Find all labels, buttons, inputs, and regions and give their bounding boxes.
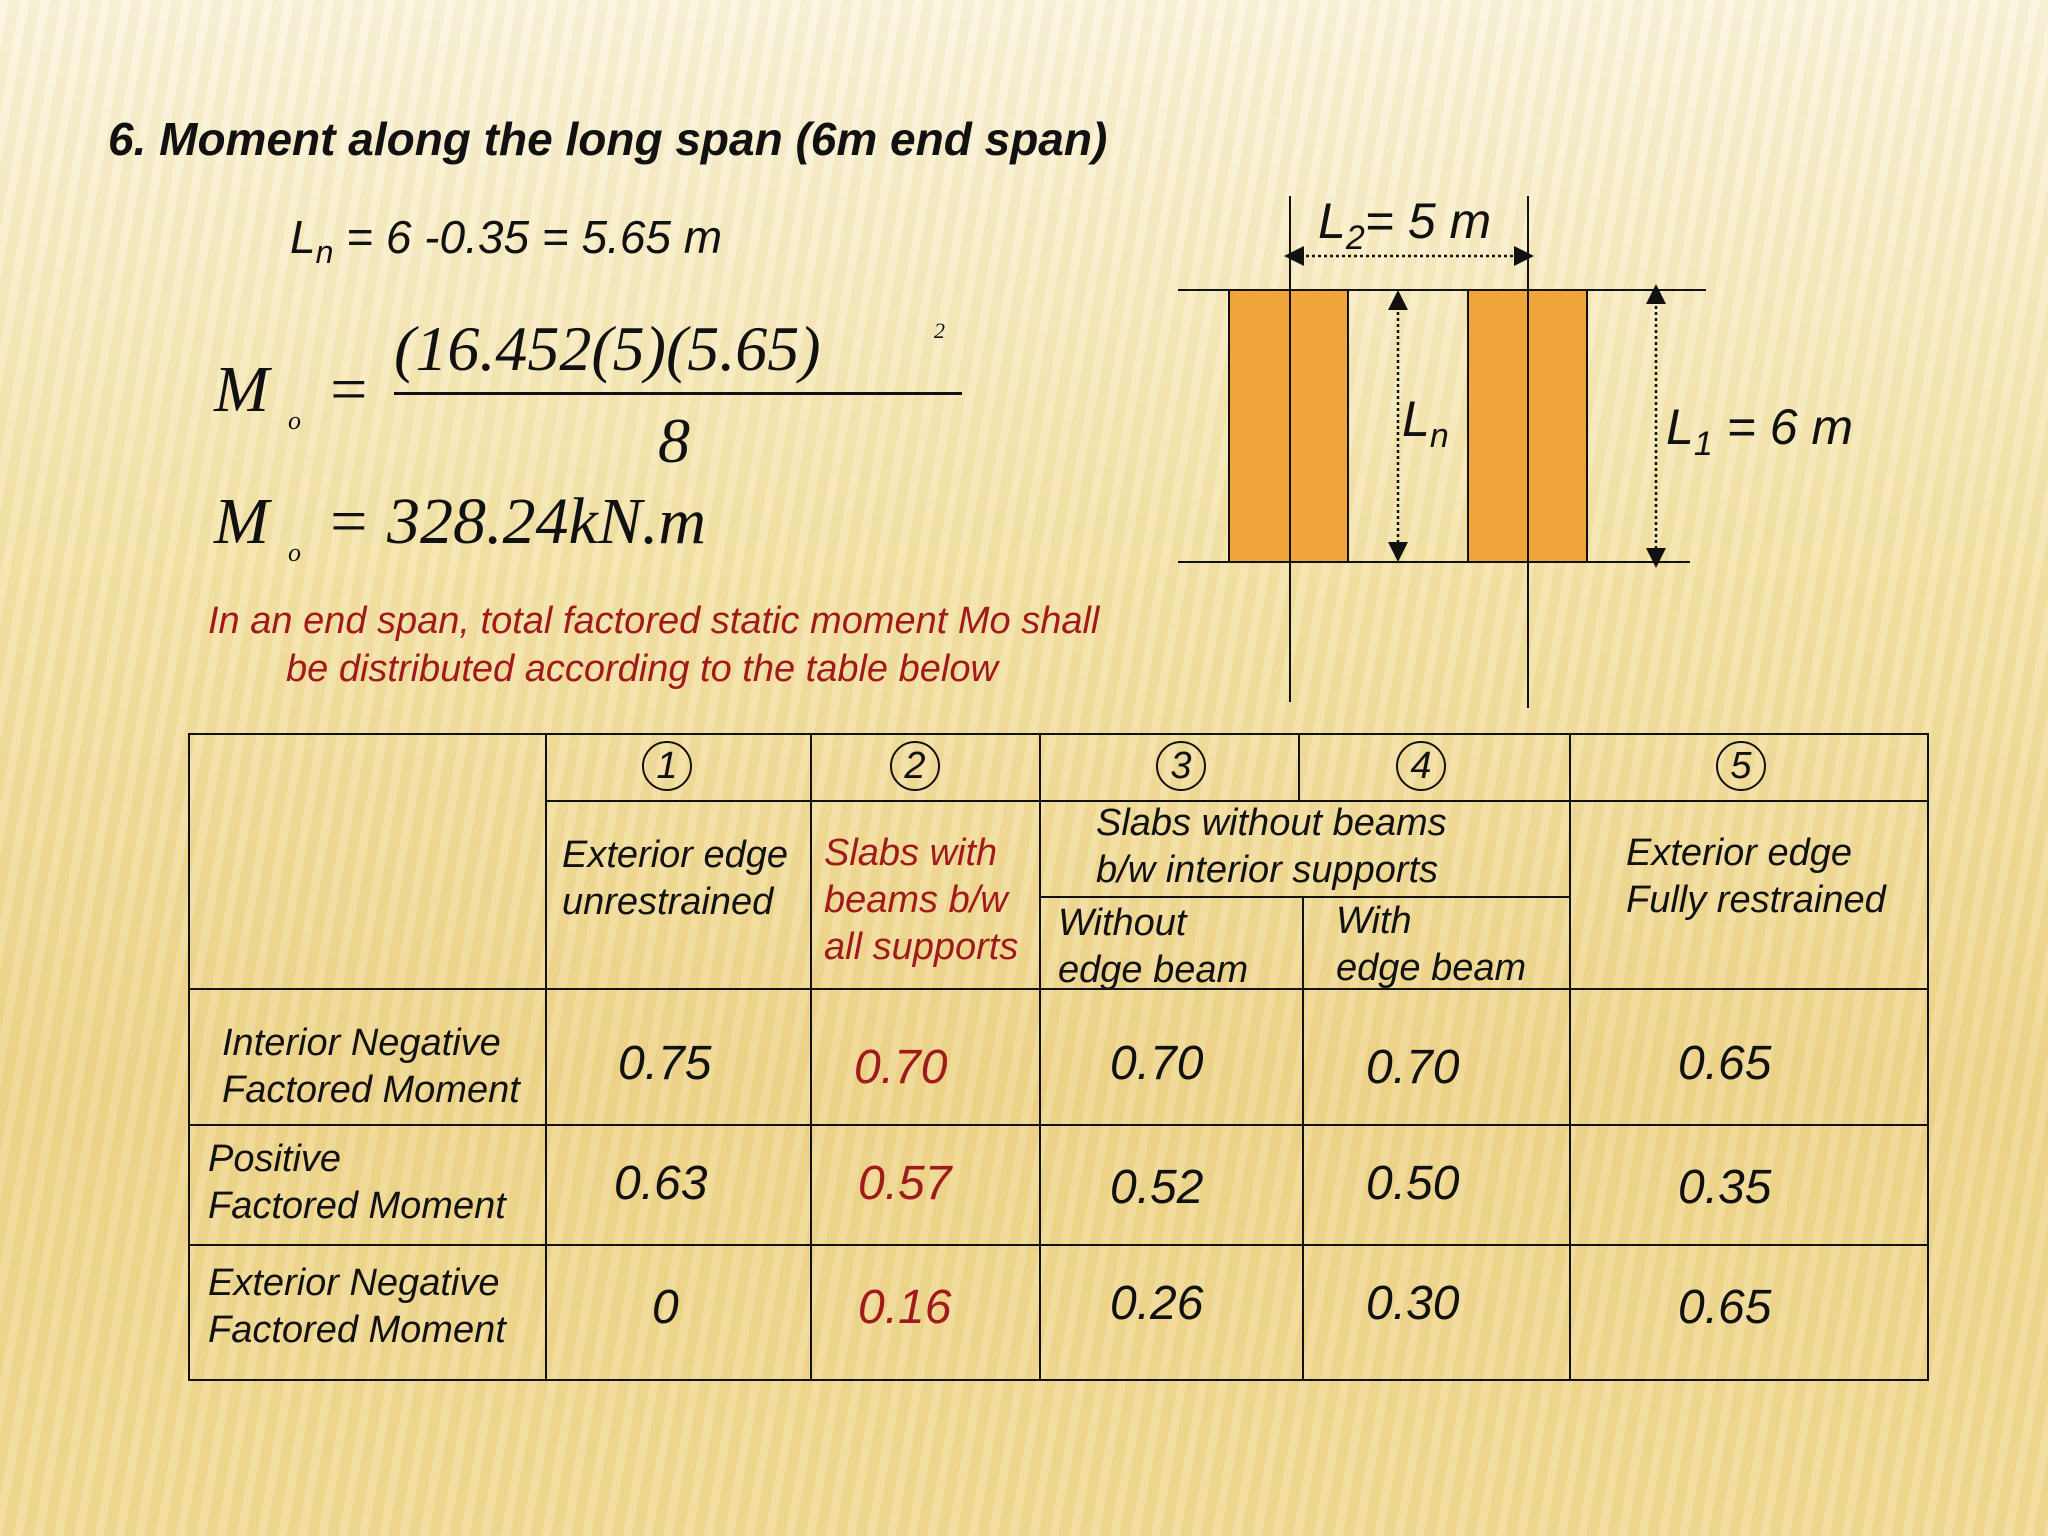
- col-line-1: [545, 733, 547, 1381]
- col-line-5: [1569, 733, 1571, 1381]
- ln-diagram-label: [1402, 390, 1449, 456]
- row-label-1-line-2: Factored Moment: [222, 1069, 520, 1111]
- header-case-4-line-1: With: [1336, 900, 1412, 942]
- row-line-2: [188, 1244, 1929, 1246]
- value-r3-c4: 0.30: [1366, 1277, 1460, 1330]
- header-case-1-line-2: unrestrained: [562, 881, 774, 923]
- note-line-1: In an end span, total factored static moment Mo shall: [208, 600, 1100, 642]
- value-r2-c3: 0.52: [1110, 1161, 1204, 1214]
- value-r1-c3: 0.70: [1110, 1037, 1204, 1090]
- value-r3-c5: 0.65: [1678, 1281, 1772, 1334]
- header-case-5-line-1: Exterior edge: [1626, 832, 1853, 874]
- header-case-1: [562, 832, 788, 926]
- value-r3-c2: 0.16: [858, 1281, 952, 1334]
- table-border-bottom: [188, 1379, 1929, 1381]
- case-number-1: 1: [642, 741, 692, 791]
- header-case-5: [1626, 830, 1886, 924]
- row-label-2-line-1: Positive: [208, 1138, 342, 1180]
- ln-equation-rest: = 6 -0.35 = 5.65 m: [333, 211, 723, 263]
- header-case-2-line-3: all supports: [824, 926, 1019, 968]
- row-label-positive: [208, 1136, 506, 1230]
- l1-subscript: 1: [1693, 425, 1713, 463]
- header-case-4: [1336, 898, 1526, 992]
- header-case-2: [824, 830, 1018, 971]
- table-border-right: [1927, 733, 1929, 1381]
- value-r3-c3: 0.26: [1110, 1277, 1204, 1330]
- l2-label: [1318, 192, 1491, 258]
- row-label-exterior-negative: [208, 1260, 506, 1354]
- header-case-4-line-2: edge beam: [1336, 947, 1527, 989]
- column-left: [1229, 290, 1348, 562]
- mo-result-symbol: M: [214, 485, 269, 558]
- l1-label: [1666, 398, 1853, 464]
- value-r1-c1: 0.75: [618, 1037, 712, 1090]
- header-case-2-line-1: Slabs with: [824, 832, 998, 874]
- ln-diagram-symbol: L: [1402, 391, 1430, 447]
- ln-diagram-subscript: n: [1429, 417, 1449, 455]
- col-line-4-top: [1298, 733, 1300, 801]
- mo-result-subscript: o: [288, 538, 301, 567]
- header-case-3: [1058, 900, 1248, 994]
- value-r1-c5: 0.65: [1678, 1037, 1772, 1090]
- value-r2-c4: 0.50: [1366, 1157, 1460, 1210]
- slide-title: 6. Moment along the long span (6m end span): [108, 113, 1108, 165]
- value-r2-c5: 0.35: [1678, 1161, 1772, 1214]
- mo-numerator-exponent: 2: [934, 318, 945, 343]
- header-case-2-line-2: beams b/w: [824, 879, 1008, 921]
- row-label-2-line-2: Factored Moment: [208, 1185, 506, 1227]
- header-case-3-4-group: [1096, 800, 1447, 894]
- row-label-interior-negative: [222, 1020, 520, 1114]
- mo-equals: =: [326, 353, 371, 426]
- col-line-3: [1039, 733, 1041, 1381]
- header-group-line-1: Slabs without beams: [1096, 802, 1447, 844]
- l2-value: = 5 m: [1364, 193, 1492, 249]
- col-line-4-bottom: [1302, 898, 1304, 1379]
- case-number-2: 2: [890, 741, 940, 791]
- l1-value: = 6 m: [1712, 399, 1854, 455]
- header-case-5-line-2: Fully restrained: [1626, 879, 1886, 921]
- case-number-4: 4: [1396, 741, 1446, 791]
- row-label-3-line-1: Exterior Negative: [208, 1262, 500, 1304]
- row-label-3-line-2: Factored Moment: [208, 1309, 506, 1351]
- col-line-2: [810, 733, 812, 1381]
- value-r2-c2: 0.57: [858, 1157, 952, 1210]
- note-line-2: be distributed according to the table below: [286, 648, 998, 690]
- row-label-1-line-1: Interior Negative: [222, 1022, 501, 1064]
- case-number-3: 3: [1156, 741, 1206, 791]
- l2-subscript: 2: [1345, 219, 1365, 257]
- ln-subscript: n: [315, 234, 334, 271]
- header-case-3-line-1: Without: [1058, 902, 1187, 944]
- value-r1-c2: 0.70: [854, 1041, 948, 1094]
- header-case-3-line-2: edge beam: [1058, 949, 1249, 991]
- l2-symbol: L: [1318, 193, 1346, 249]
- ln-symbol: L: [290, 211, 316, 263]
- value-r1-c4: 0.70: [1366, 1041, 1460, 1094]
- value-r2-c1: 0.63: [614, 1157, 708, 1210]
- mo-denominator: 8: [658, 405, 690, 476]
- value-r3-c1: 0: [652, 1281, 679, 1334]
- mo-subscript: o: [288, 406, 301, 435]
- table-border-left: [188, 733, 190, 1381]
- case-number-5: 5: [1716, 741, 1766, 791]
- mo-result-value: = 328.24kN.m: [326, 485, 707, 558]
- row-line-1: [188, 1124, 1929, 1126]
- l1-symbol: L: [1666, 399, 1694, 455]
- table-border-top: [188, 733, 1929, 735]
- header-group-line-2: b/w interior supports: [1096, 849, 1439, 891]
- mo-numerator: (16.452(5)(5.65): [394, 313, 821, 384]
- mo-symbol: M: [214, 353, 269, 426]
- header-case-1-line-1: Exterior edge: [562, 834, 789, 876]
